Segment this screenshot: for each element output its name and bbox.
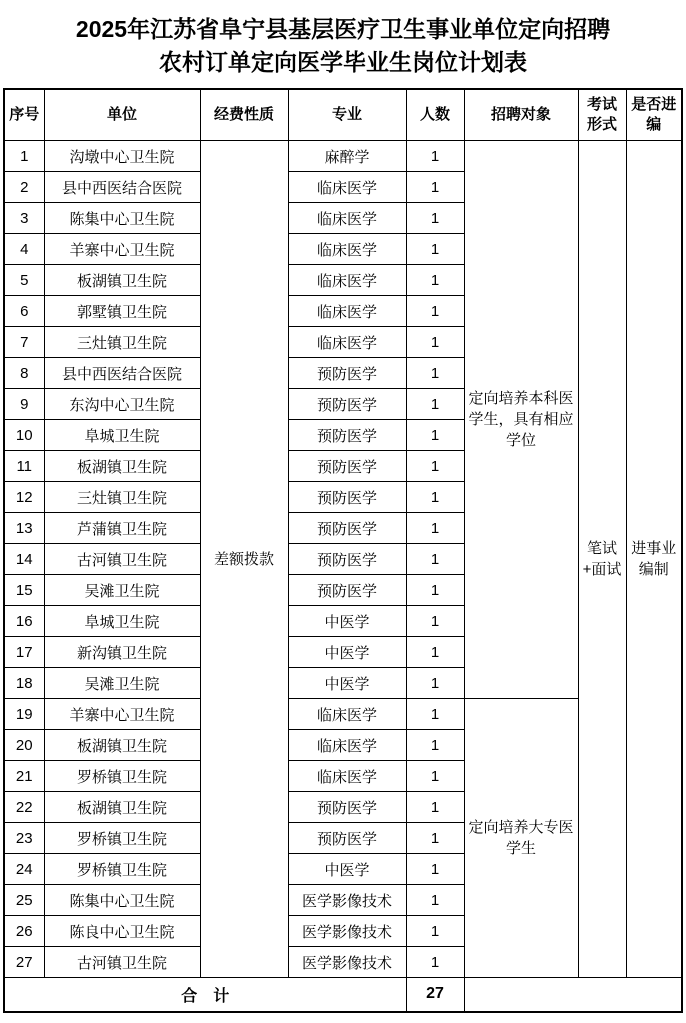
cell-unit: 板湖镇卫生院	[44, 792, 200, 823]
cell-no: 20	[4, 730, 44, 761]
cell-unit: 沟墩中心卫生院	[44, 141, 200, 172]
cell-count: 1	[406, 172, 464, 203]
cell-count: 1	[406, 265, 464, 296]
cell-no: 8	[4, 358, 44, 389]
cell-unit: 阜城卫生院	[44, 420, 200, 451]
cell-count: 1	[406, 575, 464, 606]
total-empty	[464, 978, 682, 1012]
cell-count: 1	[406, 606, 464, 637]
cell-major: 临床医学	[288, 203, 406, 234]
cell-unit: 罗桥镇卫生院	[44, 854, 200, 885]
cell-no: 7	[4, 327, 44, 358]
cell-no: 14	[4, 544, 44, 575]
table-header	[4, 89, 682, 141]
cell-unit: 新沟镇卫生院	[44, 637, 200, 668]
cell-no: 10	[4, 420, 44, 451]
table-row	[4, 141, 682, 172]
cell-count: 1	[406, 203, 464, 234]
cell-major: 中医学	[288, 854, 406, 885]
cell-no: 24	[4, 854, 44, 885]
header-unit: 单位	[44, 89, 200, 141]
cell-major: 临床医学	[288, 327, 406, 358]
cell-unit: 县中西医结合医院	[44, 358, 200, 389]
cell-major: 中医学	[288, 637, 406, 668]
cell-count: 1	[406, 699, 464, 730]
cell-unit: 陈良中心卫生院	[44, 916, 200, 947]
cell-unit: 三灶镇卫生院	[44, 482, 200, 513]
cell-unit: 芦蒲镇卫生院	[44, 513, 200, 544]
cell-unit: 阜城卫生院	[44, 606, 200, 637]
cell-count: 1	[406, 761, 464, 792]
header-count: 人数	[406, 89, 464, 141]
cell-no: 18	[4, 668, 44, 699]
page-title	[0, 0, 686, 80]
cell-unit: 陈集中心卫生院	[44, 885, 200, 916]
header-no: 序号	[4, 89, 44, 141]
cell-major: 临床医学	[288, 234, 406, 265]
page-title-line1: 2025年江苏省阜宁县基层医疗卫生事业单位定向招聘	[75, 16, 611, 42]
cell-major: 医学影像技术	[288, 916, 406, 947]
cell-unit: 罗桥镇卫生院	[44, 823, 200, 854]
cell-count: 1	[406, 358, 464, 389]
cell-no: 5	[4, 265, 44, 296]
cell-unit: 羊寨中心卫生院	[44, 234, 200, 265]
cell-establishment-status: 进事业编制	[626, 141, 682, 978]
cell-unit: 古河镇卫生院	[44, 544, 200, 575]
cell-unit: 郭墅镇卫生院	[44, 296, 200, 327]
cell-count: 1	[406, 389, 464, 420]
cell-no: 22	[4, 792, 44, 823]
cell-unit: 板湖镇卫生院	[44, 730, 200, 761]
cell-no: 19	[4, 699, 44, 730]
total-row	[4, 978, 682, 1012]
cell-major: 医学影像技术	[288, 947, 406, 978]
cell-major: 预防医学	[288, 513, 406, 544]
cell-no: 3	[4, 203, 44, 234]
cell-major: 临床医学	[288, 761, 406, 792]
cell-count: 1	[406, 668, 464, 699]
cell-no: 25	[4, 885, 44, 916]
cell-major: 临床医学	[288, 730, 406, 761]
cell-count: 1	[406, 730, 464, 761]
cell-count: 1	[406, 823, 464, 854]
cell-count: 1	[406, 327, 464, 358]
cell-no: 6	[4, 296, 44, 327]
cell-count: 1	[406, 637, 464, 668]
cell-no: 23	[4, 823, 44, 854]
cell-no: 9	[4, 389, 44, 420]
cell-unit: 东沟中心卫生院	[44, 389, 200, 420]
cell-unit: 吴滩卫生院	[44, 575, 200, 606]
cell-unit: 古河镇卫生院	[44, 947, 200, 978]
cell-count: 1	[406, 916, 464, 947]
cell-no: 15	[4, 575, 44, 606]
cell-unit: 吴滩卫生院	[44, 668, 200, 699]
cell-major: 中医学	[288, 668, 406, 699]
header-exam: 考试形式	[578, 89, 626, 141]
cell-count: 1	[406, 296, 464, 327]
cell-no: 11	[4, 451, 44, 482]
cell-unit: 县中西医结合医院	[44, 172, 200, 203]
cell-count: 1	[406, 885, 464, 916]
header-target: 招聘对象	[464, 89, 578, 141]
cell-major: 医学影像技术	[288, 885, 406, 916]
cell-no: 16	[4, 606, 44, 637]
header-row	[4, 89, 682, 141]
cell-recruit-target-junior-college: 定向培养大专医学生	[464, 699, 578, 978]
cell-count: 1	[406, 947, 464, 978]
cell-major: 临床医学	[288, 172, 406, 203]
header-establishment: 是否进编	[626, 89, 682, 141]
cell-major: 预防医学	[288, 420, 406, 451]
cell-funding-nature: 差额拨款	[200, 141, 288, 978]
cell-no: 12	[4, 482, 44, 513]
cell-unit: 罗桥镇卫生院	[44, 761, 200, 792]
cell-count: 1	[406, 513, 464, 544]
cell-count: 1	[406, 544, 464, 575]
cell-count: 1	[406, 141, 464, 172]
cell-major: 预防医学	[288, 792, 406, 823]
cell-no: 13	[4, 513, 44, 544]
cell-count: 1	[406, 451, 464, 482]
job-plan-table	[3, 88, 683, 1013]
cell-major: 中医学	[288, 606, 406, 637]
cell-recruit-target-bachelor: 定向培养本科医学生，具有相应学位	[464, 141, 578, 699]
cell-count: 1	[406, 482, 464, 513]
cell-no: 26	[4, 916, 44, 947]
cell-major: 麻醉学	[288, 141, 406, 172]
cell-no: 17	[4, 637, 44, 668]
cell-count: 1	[406, 234, 464, 265]
cell-unit: 陈集中心卫生院	[44, 203, 200, 234]
header-major: 专业	[288, 89, 406, 141]
cell-exam-format: 笔试+面试	[578, 141, 626, 978]
cell-unit: 羊寨中心卫生院	[44, 699, 200, 730]
cell-major: 预防医学	[288, 482, 406, 513]
page-title-line2: 农村订单定向医学毕业生岗位计划表	[159, 49, 527, 76]
cell-no: 4	[4, 234, 44, 265]
cell-major: 预防医学	[288, 575, 406, 606]
total-count: 27	[406, 978, 464, 1012]
header-funding: 经费性质	[200, 89, 288, 141]
cell-count: 1	[406, 792, 464, 823]
total-label: 合 计	[4, 978, 406, 1012]
cell-major: 预防医学	[288, 823, 406, 854]
cell-major: 预防医学	[288, 544, 406, 575]
cell-major: 临床医学	[288, 296, 406, 327]
cell-unit: 板湖镇卫生院	[44, 451, 200, 482]
cell-major: 临床医学	[288, 265, 406, 296]
cell-major: 预防医学	[288, 389, 406, 420]
cell-major: 预防医学	[288, 358, 406, 389]
cell-no: 27	[4, 947, 44, 978]
cell-no: 2	[4, 172, 44, 203]
cell-no: 21	[4, 761, 44, 792]
cell-count: 1	[406, 420, 464, 451]
cell-unit: 三灶镇卫生院	[44, 327, 200, 358]
cell-unit: 板湖镇卫生院	[44, 265, 200, 296]
table-body	[4, 141, 682, 1012]
cell-no: 1	[4, 141, 44, 172]
cell-major: 预防医学	[288, 451, 406, 482]
cell-count: 1	[406, 854, 464, 885]
cell-major: 临床医学	[288, 699, 406, 730]
